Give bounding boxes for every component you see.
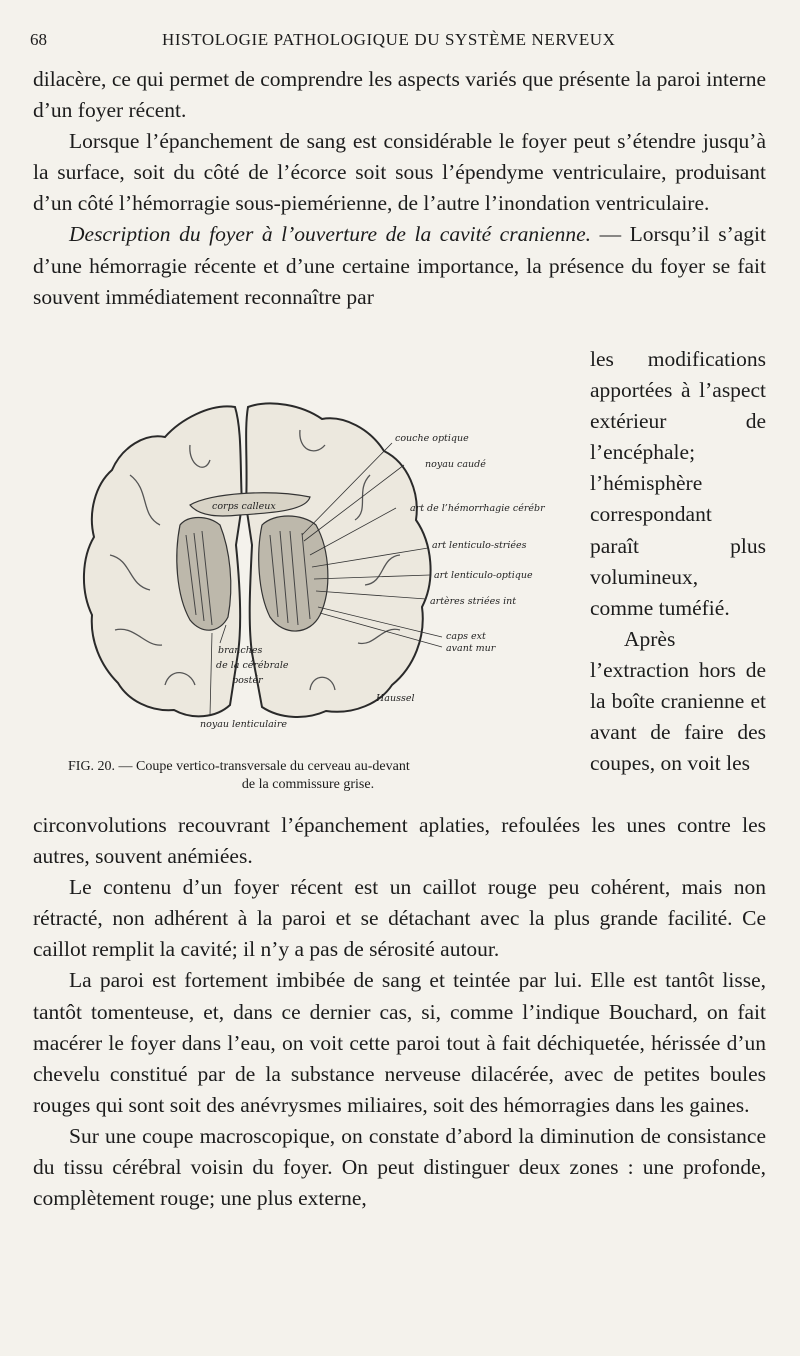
paragraph: Le contenu d’un foyer récent est un caillot rouge peu cohérent, mais non rétracté, non adhérent à la paroi et se détachant avec la plus grande facilité. Ce caillot remplit la cavité; il n’y a pas de sérosité autour. [33, 875, 766, 962]
label-art-hemorrhagie: art de l’hémorrhagie cérébr [410, 503, 545, 514]
caption-line: FIG. 20. — Coupe vertico-transversale du cerveau au-devant [68, 759, 410, 774]
label-poster: postér [232, 675, 263, 686]
label-de-la-cerebrale: de la cérébrale [216, 660, 289, 671]
paragraph-body: — Lorsqu’il s’agit d’une hémorragie récente et d’une certaine importance, la présence du foyer se fait souvent immédiatement reconnaître par [33, 222, 766, 309]
paragraph: circonvolutions recouvrant l’épanchement aplaties, refoulées les unes contre les autres, souvent anémiées. [33, 813, 766, 869]
label-art-lenticulo-striees: art lenticulo-striées [432, 540, 527, 551]
text-block-bottom [33, 810, 766, 1214]
section-subheading: Description du foyer à l’ouverture de la cavité cranienne. [69, 222, 592, 247]
paragraph [33, 219, 766, 312]
brain-illustration [70, 385, 570, 740]
label-noyau-lenticulaire: noyau lenticulaire [200, 719, 287, 730]
paragraph: les modifications apportées à l’aspect extérieur de l’encéphale; l’hémisphère correspondant paraît plus volumineux, comme tuméfié. [590, 347, 766, 620]
paragraph: La paroi est fortement imbibée de sang et teintée par lui. Elle est tantôt lisse, tantôt tomenteuse, et, dans ce dernier cas, si, comme l’indique Bouchard, on fait macérer le foyer dans l’eau, on voit cette paroi tout à fait déchiquetée, hérissée d’un chevelu constitué par de la substance nerveuse dilacérée, avec de petites boules rouges qui sont soit des anévrysmes miliaires, soit des hémorragies dans les gaines. [33, 968, 766, 1117]
label-avant-mur: avant mur [446, 643, 496, 654]
label-branches: branches [218, 645, 263, 656]
side-column [590, 344, 766, 779]
paragraph: Lorsque l’épanchement de sang est considérable le foyer peut s’étendre jusqu’à la surface, soit du côté de l’écorce soit sous l’épendyme ventriculaire, produisant d’un côté l’hémorragie sous-piemérienne, de l’autre l’inondation ventriculaire. [33, 129, 766, 216]
illustrator-signature: Haussel [376, 693, 415, 704]
label-corps-calleux: corps calleux [212, 501, 276, 512]
text-block-top [33, 64, 766, 313]
page-header [30, 30, 760, 56]
label-art-lenticulo-optique: art lenticulo-optique [434, 570, 533, 581]
label-arteres-striees: artères striées int [430, 596, 517, 607]
paragraph: dilacère, ce qui permet de comprendre les aspects variés que présente la paroi interne d’un foyer récent. [33, 67, 766, 123]
label-noyau-caude: noyau caudé [425, 459, 486, 470]
brain-section-figure [70, 385, 570, 740]
label-caps-ext: caps ext [446, 631, 486, 642]
paragraph: Après l’extraction hors de la boîte cranienne et avant de faire des coupes, on voit les [590, 626, 766, 776]
running-head: HISTOLOGIE PATHOLOGIQUE DU SYSTÈME NERVEUX [162, 30, 616, 49]
label-couche-optique: couche optique [395, 433, 469, 444]
page-number: 68 [30, 30, 47, 49]
paragraph: Sur une coupe macroscopique, on constate d’abord la diminution de consistance du tissu cérébral voisin du foyer. On peut distinguer deux zones : une profonde, complètement rouge; une plus externe, [33, 1123, 766, 1211]
figure-caption [68, 758, 548, 794]
caption-line: de la commissure grise. [241, 777, 375, 792]
